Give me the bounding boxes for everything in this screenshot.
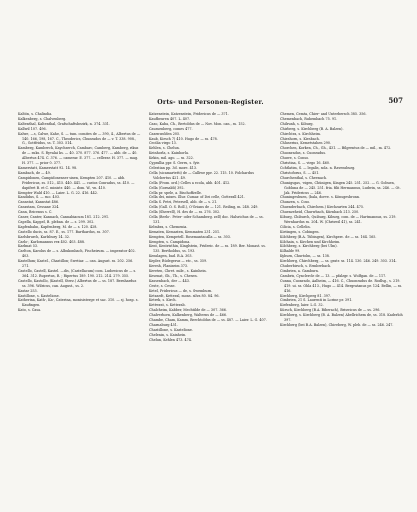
register-entry: Cann, Bricenus s. C. [18,210,53,215]
register-entry: Capella, Kappel, B. pleban. de — s. 299. 302. [18,219,95,224]
register-entry: Cazenwolden 205. [149,131,181,136]
register-entry: Chieshorn, s. Kiesbach. [280,136,320,141]
register-entry: Kaub, Kirsch 7) 410. Hugo de — ss. 478. [149,136,218,141]
register-entry: Cannstat, Kannstat 486. [18,200,60,205]
register-entry: Castello ducis, ss. 87. E., ss. 177. Barthardus, ss. 307. [18,229,110,234]
register-entry: Kaltön, s. Chalindia. [18,112,53,116]
page-header [18,96,403,108]
register-entry: Kehlen, s. Chelun. [149,146,180,151]
register-entry: Kepler, Rüdegerus — etc., ss. 359. [149,259,208,264]
register-entry: Kereten, Chret. mile., s. Kainhein. [149,269,207,273]
register-entry: Kato, s. Casa. [18,308,42,313]
register-entry: Kastillone, s. Kastelione. [18,293,60,298]
register-entry: Chorchen, Korken, Ch., Gh., 431. — Bilgrentus de — mil., m. 472. [280,146,392,151]
register-entry: Kapfenbahn, Kapfenberg, M. de — s. 120. 428. [18,224,98,229]
register-entry: Ketel, Fridericus — de, s. Swemburn. [149,288,213,293]
register-column-2 [149,112,272,502]
register-entry: Chirchtra, s. Kirchheim. [280,131,321,136]
register-entry: Kempten, s. Campidona. [149,239,191,244]
register-entry: Chuonradus, s. Cuonradus. [280,151,327,156]
register-entry: Chilrunh, s. Kiburg. [280,121,314,126]
register-entry: Cella pr. spele, a. Bischoffzelle. [149,190,202,195]
register-entry: Kilchain, s. Kirchen und Kirchheim. [280,239,341,244]
register-entry: Christoforus, S. — 451. [280,170,320,175]
register-entry: Chalcheim, Kabber, Mechtilde de — 307. 366. [149,308,227,313]
register-entry: Kirchberg, Kirchperg 81. 397. [280,293,332,298]
register-entry: Chuningesbuen, (bala, dorve. s. Könsgesbronn. [280,195,361,200]
register-entry: Kalkenberg, s. Chalvenberg. [18,116,67,121]
register-entry: Kalwe, —s, Calwe, Kahe, S. — tum. comites de — 390, 4., Albertus de — 140. 166, 198, 167. C., Theoderics, Chunrados de — v. T. 338. 908., G., Gottfridus, ss. T. 303. 514. [18,131,141,146]
register-entry: Kilchberg (B.A. Tübingen), Kirchperc. de — ss. 164. 165. [280,234,377,239]
register-entry: Cazo, Kaba, Ch., Bertoldus de — Nov. Mon. can., ss. 152. [149,121,246,126]
register-entry: Kastar 253. [18,288,38,293]
page-title: Orts- und Personen-Register. [157,98,264,106]
register-columns [18,112,403,502]
register-entry: Karlsbrurch, Karlsbury 14. 32. [18,234,70,239]
register-entry: Campidonen, Campidonenser sixen, Kempten 207. 410. — abb. Fridericus, ss. 512., 415. 440. 441. — custos Conradus, ss. 410. — dapifert B. et C. ministr. 440. — dom. W., vn. 410. [18,175,135,190]
register-entry: Cyprallia ppr. S. Gerru, s. fyir. [149,161,200,166]
register-entry: Kaltenthal, Kaltenthal, Grafschaftsbezirk, n. 374. 331. [18,121,110,126]
register-entry: Chuenderbach, Chirchem.) Kirchzarten 244. 475. [280,205,365,210]
register-entry: Katherina, Kath-, Ka-, Caterina, monisisterge et sac. 310. — sj. hosp. s. Kaufingen. [18,298,139,308]
register-entry: Kematen, Kemasten, Kemmaten 231. 251. [149,229,221,234]
register-entry: Ketrek, s. Kirch. [149,298,177,303]
register-entry: Kesenat, Gh., Th., s. Chesen. [149,273,198,278]
register-entry: Kirchberg (bei B.A. Balzen), Chireberg, W. pleb. de — ss. 246. 247. [280,322,394,327]
register-entry: Kiefenberg, laier. L.G. 32. [280,303,324,308]
register-entry: Kempter Wald 410. — Laier. L. G. 22. 416. 442. [18,190,98,195]
register-entry: Kallwil 107. 496. [18,126,47,131]
register-entry: Cilicia, s. Cellelin. [280,224,311,229]
register-entry: Keinhorla, s. Kainhorla. [149,151,190,156]
register-entry: Chunzen, s. Coso. [280,200,311,205]
register-column-1 [18,112,141,502]
register-entry: Chuenzeheid, Churwbach, Kürnbach 213. 250. [280,210,360,215]
register-entry: Castello, Kastollo, (Kastell, Sterz.) Albertus de — ss. 187. Bernhardus ss. 396. Wilricus, can. August., ss. 2. [18,278,137,288]
register-entry: Cohtlatim, S. — legalis, sola. n. Ravensburg. [280,165,356,170]
register-entry: Carlo-, Karlomannus rex 402. 403. 488. [18,239,86,244]
register-entry: Cimbrien, 21 S. Laurenti in Lorine pr. 391. [280,298,353,303]
register-entry: Katzenstein, Katzenstein, Fridericus de — 371. [149,112,229,116]
register-entry: Chuberbirsch, s. Ermberbach. [280,264,332,269]
register-entry: Kent, Kentristhin, Kinglstein, Frideric. de — ss. 189. Ber. Monast. ss. 135. Bertholdus, ss. 193. [149,244,266,254]
register-entry: Cella (Gornaldi) 392. [149,185,185,190]
register-entry: Karlmat 53. [18,244,39,249]
register-entry: Kyburn, Churtolm, — ss. 138. [280,254,330,259]
register-entry: Kamberg, Kamberch, Kaychserch, Cambarc, Camberg, Kamberg, rikus de — suks. S. Ryvalai ks. — 40. 370. 877. 376. 477. — abb. de — 40. Albertus 474. C. 376. — camerar. E. 377. — cellerar. H. 377. — mag. H. 377. — prior 0. 377. [18,146,139,166]
register-entry: Cella S. Petri, Petersell, abb. de — s. 21. [149,200,218,205]
register-entry: Chirberg, s. Kirchberg (B. A. Balzen). [280,126,344,131]
register-entry: Cella dei, mixes. Illur. Cumar. of Dei celle, Gotterall 421. [149,195,245,200]
register-entry: Ketzardt, Ketteral, mons. silva 80. 84. 96. [149,293,220,298]
page-number: 507 [388,96,403,105]
register-entry: Kiburg, Chiburch, Quiburg, Kiburg, com. de — Hartmannus, ss. 219. Wernhardus ss. 204. W. (Chriswil 41), ss. 241. [280,215,397,224]
register-entry: Kaufbeuren 407. L. 407. [149,116,191,121]
register-entry: Chemenbach, Ruhembach 75. 91. [280,116,338,121]
register-entry: Chluserius, Kemetstahen 290. [280,141,332,146]
register-entry: Kietingen, s. Cobingen. [280,229,320,234]
register-entry: Cella (sicamartetti) de — Calliwe ppr. 22. 115. 10. Folchardus Volcbertus 421. 49. [149,170,254,180]
register-entry: Cunna, Cuonrado, Aalheim, — 416. C., Chuonradus de. Rodlsg., s. 219. 419. ui. ss. Ohla 413., Hugo — 414. Bergratanus pr. 124. Bellin, — ss. 416. [280,278,403,293]
register-entry: Chunigsgas, -eigen, Chünigen, Kingen 245. 251. 252. — G. Gobuen, Gobluna de — 245. 251. fria. filii Hermannus, Ludwin, ss. 246. — Ot. Jak. Fridericus — 246. [280,180,401,195]
register-entry: Cambris, Cynclercle de — 13. — pfalzgr. s. Wolfgan. de — 117. [280,273,387,278]
register-entry: Kilchberg, s. Kirchberg (bei Ulm). [280,244,338,249]
register-entry: Kettwrat, s. Ketterab. [149,303,186,308]
register-entry: Kassenbach, der — 443. [149,278,190,283]
register-entry: Carlton, Karolus de — s. Albukonbach, Fischeirum. — imperator 402. 403. [18,249,136,259]
register-entry: Kambach, de — 49. [18,170,51,175]
register-entry: Christina, S. — virgo 16. 460. [280,161,331,166]
register-entry: Chemen, Cemta, Chier- and Unterbersch 385. 356. [280,112,367,116]
register-entry: Cella (Berlo-. Peter- oder Schamberg. zell) doc. Halsrichus de — ss. 131. [149,215,264,224]
register-entry: Cella (Gall. O. S. Roll.), O'Grians de — 121. Reiling, m. 248. 249. [149,205,259,210]
register-entry: Kilhalde 99. [280,249,301,254]
register-entry: Chastillone, s. Kastelione. [149,327,193,332]
register-entry: Caner, Canter, Kannach, Cannabiacum 181. 212. 291. [18,215,110,220]
register-column-3 [280,112,403,502]
register-entry: Kandidus, S. — suc. 403. [18,195,61,200]
register-entry: Kamerstatt, Kamerstatt 92. 14. 98. [18,165,78,170]
register-entry: Kelmbra, s. Chemenia. [149,224,188,229]
register-entry: Kürsch, Kirchberg (B.A. Biberach), Briswicus de — ss. 296. [280,308,381,313]
register-entry: Chelun, Kehlen 473. 474. [149,337,192,342]
register-entry: Kirchberg, s. Kirchberg (B. A. Balzen) Abellrichem de, ss. 318. Kaderloh 397. [280,313,403,323]
register-entry: Churchenthal, s. Cheenach. [280,175,328,180]
register-entry: Canzstam, Cessane 324. [18,205,60,210]
register-entry: Cimbrien, a. Gamburn. [280,269,319,273]
register-entry: Ceste, s. Cesse. [149,283,176,288]
register-entry: Celestian pp. 3d. more. 413. [149,165,198,170]
register-entry: Kekin, mil. ago. — ss. 322. [149,156,194,161]
register-entry: Kastellum; Kastel., Chastillon; Swetiar. — can. August. ss. 202. 256. 271. [18,259,134,269]
register-entry: Chuwe, s. Conso. [280,156,310,161]
register-entry: Caussenberg, comes 477. [149,126,193,131]
register-entry: Kenslagen, bad. B.A. 303. [149,254,193,259]
register-entry: Cecilia virgo 13. [149,141,177,146]
register-entry: Cella (From. ord.) Celles a ecola, abb. 401. 412. [149,180,231,185]
register-entry: Kempten, Kempetell. Rosemantacalla — ss. 303. [149,234,231,239]
register-entry: Keresh, Flaniseim 373. [149,264,189,269]
register-entry: Castello, Castell, Kastel. —dis, (Castellacum) com. Ludowicus de — s. 364. 312. Rupertus, R. ; Ripertus 189. 190. 212. 214. 279. 355. [18,269,137,278]
register-entry: Kirchberg, Chirchberg, — ss. gratr. ss. 114. 130. 246. 249. 303. 314. [280,259,397,264]
register-entry: Cella (Sherrell), H. des de — ss. 276. 302. [149,210,221,215]
register-entry: Charnaburg 451. [149,322,178,327]
register-entry: Chambe, Cham, Kamm, Berchtoldus de — ss. 487. — Laier. L. G. 407. [149,318,267,323]
register-entry: Chelenin, s. Kainhein. [149,332,187,337]
register-entry: Chalverhorn, Kalkenberg, Walterns de — 466. [149,313,228,318]
